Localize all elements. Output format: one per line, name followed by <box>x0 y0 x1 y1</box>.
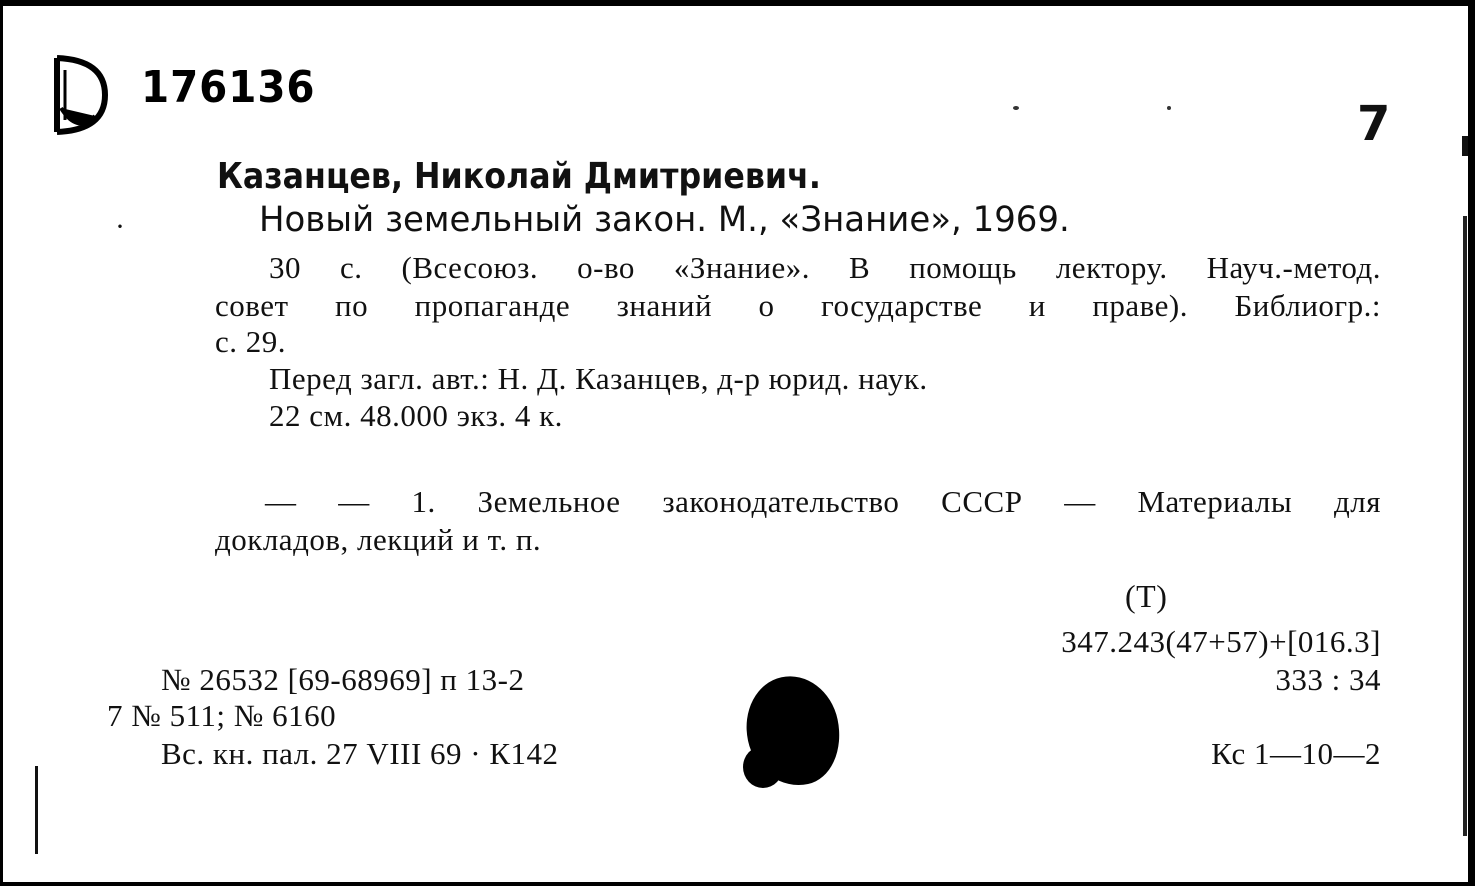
description-line-3: с. 29. <box>215 324 287 359</box>
physical-description: 22 см. 48.000 экз. 4 к. <box>269 398 563 433</box>
subject-heading-line-2: докладов, лекций и т. п. <box>215 522 542 557</box>
udc-index: 347.243(47+57)+[016.3] <box>1061 624 1381 659</box>
card-number: 7 <box>1357 96 1391 152</box>
right-edge-line <box>1463 216 1467 836</box>
author-heading: Казанцев, Николай Дмитриевич. <box>217 156 821 197</box>
left-edge-mark <box>35 766 38 854</box>
right-edge-mark <box>1462 136 1468 156</box>
library-stamp-icon <box>47 50 113 140</box>
title-imprint: Новый земельный закон. М., «Знание», 1969. <box>259 200 1070 240</box>
stamp-id: 176136 <box>141 62 316 113</box>
subject-heading-line-1: — — 1. Земельное законодательство СССР — Материалы для <box>265 484 1381 519</box>
registry-line-1: № 26532 [69-68969] п 13-2 <box>161 662 525 697</box>
kc-index: Кс 1—10—2 <box>1211 736 1381 771</box>
author-statement: Перед загл. авт.: Н. Д. Казанцев, д-р юрид. наук. <box>269 361 928 396</box>
mark-t: (Т) <box>1125 578 1168 614</box>
speck <box>1013 106 1019 110</box>
speck <box>1167 106 1171 110</box>
catalog-card <box>3 6 1468 882</box>
ink-stain-tail <box>743 746 783 788</box>
registry-line-2: 7 № 511; № 6160 <box>107 698 337 733</box>
description-line-1: 30 с. (Всесоюз. о-во «Знание». В помощь лектору. Науч.-метод. <box>269 250 1381 285</box>
margin-bullet: · <box>115 210 125 243</box>
registry-line-3: Вс. кн. пал. 27 VIII 69 · К142 <box>161 736 559 771</box>
description-line-2: совет по пропаганде знаний о государстве и праве). Библиогр.: <box>215 288 1381 323</box>
bbk-index: 333 : 34 <box>1275 662 1381 697</box>
